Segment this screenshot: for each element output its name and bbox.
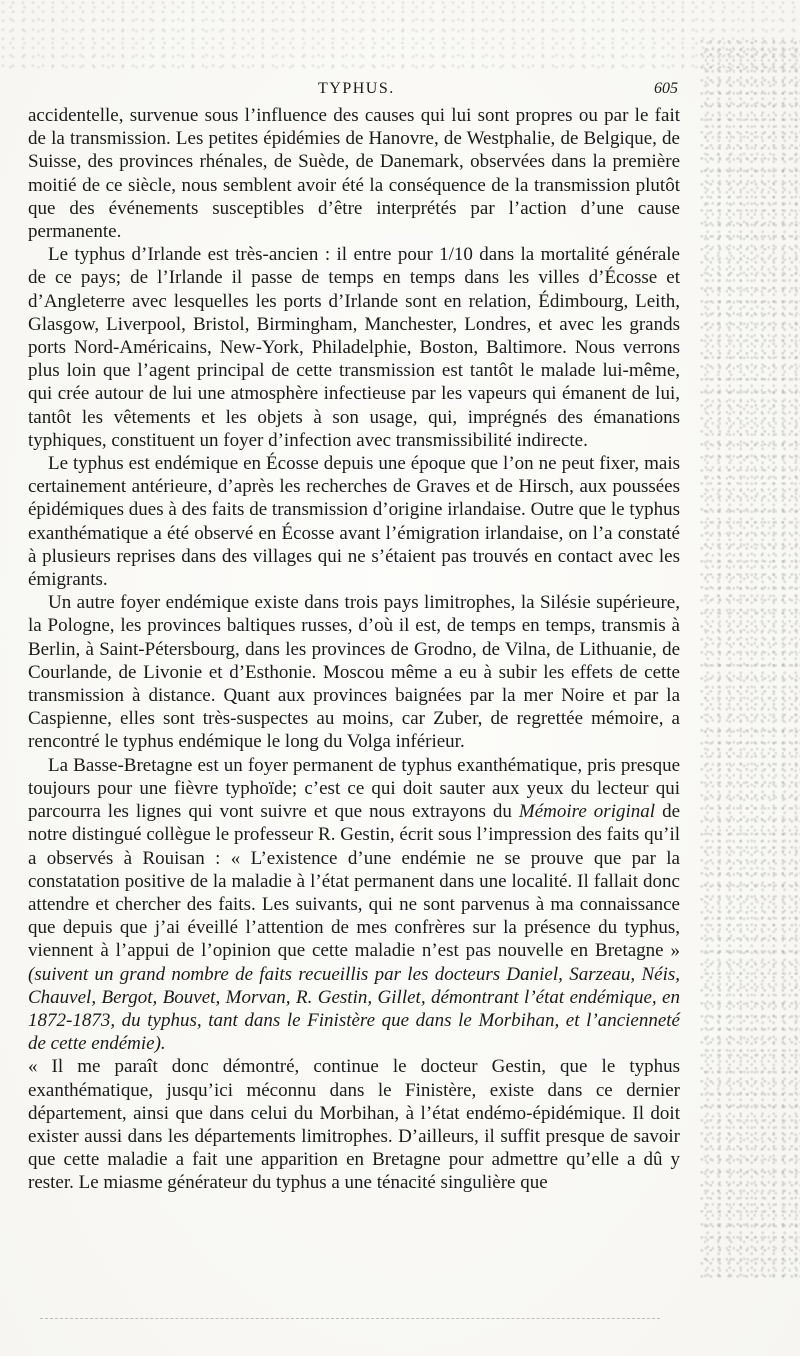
paragraph-continuation: accidentelle, survenue sous l’influence des causes qui lui sont propres ou par le fait de la transmission. Les petites épidémies de Hanovre, de Westphalie, de Belgique, de Suisse, des provinces rhénales, de Suède, de Danemark, observées dans la première moitié de ce siècle, nous semblent avoir été la conséquence de la transmission plutôt que des événements susceptibles d’être interprétés par l’action d’une cause permanente. (28, 105, 680, 243)
bretagne-text-a: La Basse-Bretagne est un foyer permanent de typhus exanthématique, pris presque toujours pour une fièvre typhoïde; c’est ce qui doit sauter aux yeux du lecteur qui parcourra les lignes qui vont suivre et que nous extrayons du (28, 754, 680, 823)
memoire-original-italic: Mémoire original (518, 801, 656, 823)
bretagne-italic-note: (suivent un grand nombre de faits recueillis par les docteurs Daniel, Sarzeau, Néis, Chauvel, Bergot, Bouvet, Morvan, R. Gestin, Gillet, démontrant l’état endémique, en 1872-1873, du typhus, tant dans le Finistère que dans le Morbihan, et l’ancienneté de cette endémie). (28, 963, 680, 1055)
bretagne-text-b: de notre distingué collègue le professeur R. Gestin, écrit sous l’impression des faits qu’il a observés à Rouisan : « L’existence d’une endémie ne se prouve que par la constatation positive de la maladie à l’état permanent dans une localité. Il fallait donc attendre et chercher des faits. Les suivants, qui ne sont parvenus à ma connaissance que depuis que j’ai éveillé l’attention de mes confrères sur la présence du typhus, viennent à l’appui de l’opinion que cette maladie n’est pas nouvelle en Bretagne » (28, 801, 681, 962)
paragraph-typhus-irlande: Le typhus d’Irlande est très-ancien : il entre pour 1/10 dans la mortalité générale de ce pays; de l’Irlande il passe de temps en temps dans les villes d’Écosse et d’Angleterre avec lesquelles les ports d’Irlande sont en relation, Édimbourg, Leith, Glasgow, Liverpool, Bristol, Birmingham, Manchester, Londres, et avec les grands ports Nord-Américains, New-York, Philadelphie, Boston, Baltimore. Nous verrons plus loin que l’agent principal de cette transmission est tantôt le malade lui-même, qui crée autour de lui une atmosphère infectieuse par les vapeurs qui émanent de lui, tantôt les vêtements et les objets à son usage, qui, imprégnés des émanations typhiques, constituent un foyer d’infection avec transmissibilité indirecte. (28, 244, 680, 451)
page-header (28, 80, 678, 104)
scan-noise-top (0, 0, 800, 70)
bottom-scan-edge (40, 1318, 660, 1319)
paragraph-foyer-baltique: Un autre foyer endémique existe dans trois pays limitrophes, la Silésie supérieure, la Pologne, les provinces baltiques russes, d’où il est, de temps en temps, transmis à Berlin, à Saint-Pétersbourg, dans les provinces de Grodno, de Vilna, de Lithuanie, de Courlande, de Livonie et d’Esthonie. Moscou même a eu à subir les effets de cette transmission à distance. Quant aux provinces baignées par la mer Noire et par la Caspienne, elles sont très-suspectes au moins, car Zuber, de regrettée mémoire, a rencontré le typhus endémique le long du Volga inférieur. (28, 592, 680, 753)
paragraph-gestin-quote: « Il me paraît donc démontré, continue le docteur Gestin, que le typhus exanthématique, jusqu’ici méconnu dans le Finistère, existe dans ce dernier département, ainsi que dans celui du Morbihan, à l’état endémo-épidémique. Il doit exister aussi dans les départements limitrophes. D’ailleurs, il suffit presque de savoir que cette maladie a fait une apparition en Bretagne pour admettre qu’elle a dû y rester. Le miasme générateur du typhus a une ténacité singulière que (28, 1056, 680, 1194)
body-text (28, 104, 680, 1195)
paragraph-typhus-ecosse: Le typhus est endémique en Écosse depuis une époque que l’on ne peut fixer, mais certainement antérieure, d’après les recherches de Graves et de Hirsch, aux poussées épidémiques dues à des faits de transmission d’origine irlandaise. Outre que le typhus exanthématique a été observé en Écosse avant l’émigration irlandaise, on l’a constaté à plusieurs reprises dans des villages qui ne s’étaient pas trouvés en contact avec les émigrants. (28, 453, 680, 591)
scan-noise-right-margin (700, 40, 800, 1280)
page-number: 605 (654, 80, 678, 97)
running-title: TYPHUS. (318, 80, 395, 97)
paragraph-basse-bretagne (28, 754, 680, 1056)
